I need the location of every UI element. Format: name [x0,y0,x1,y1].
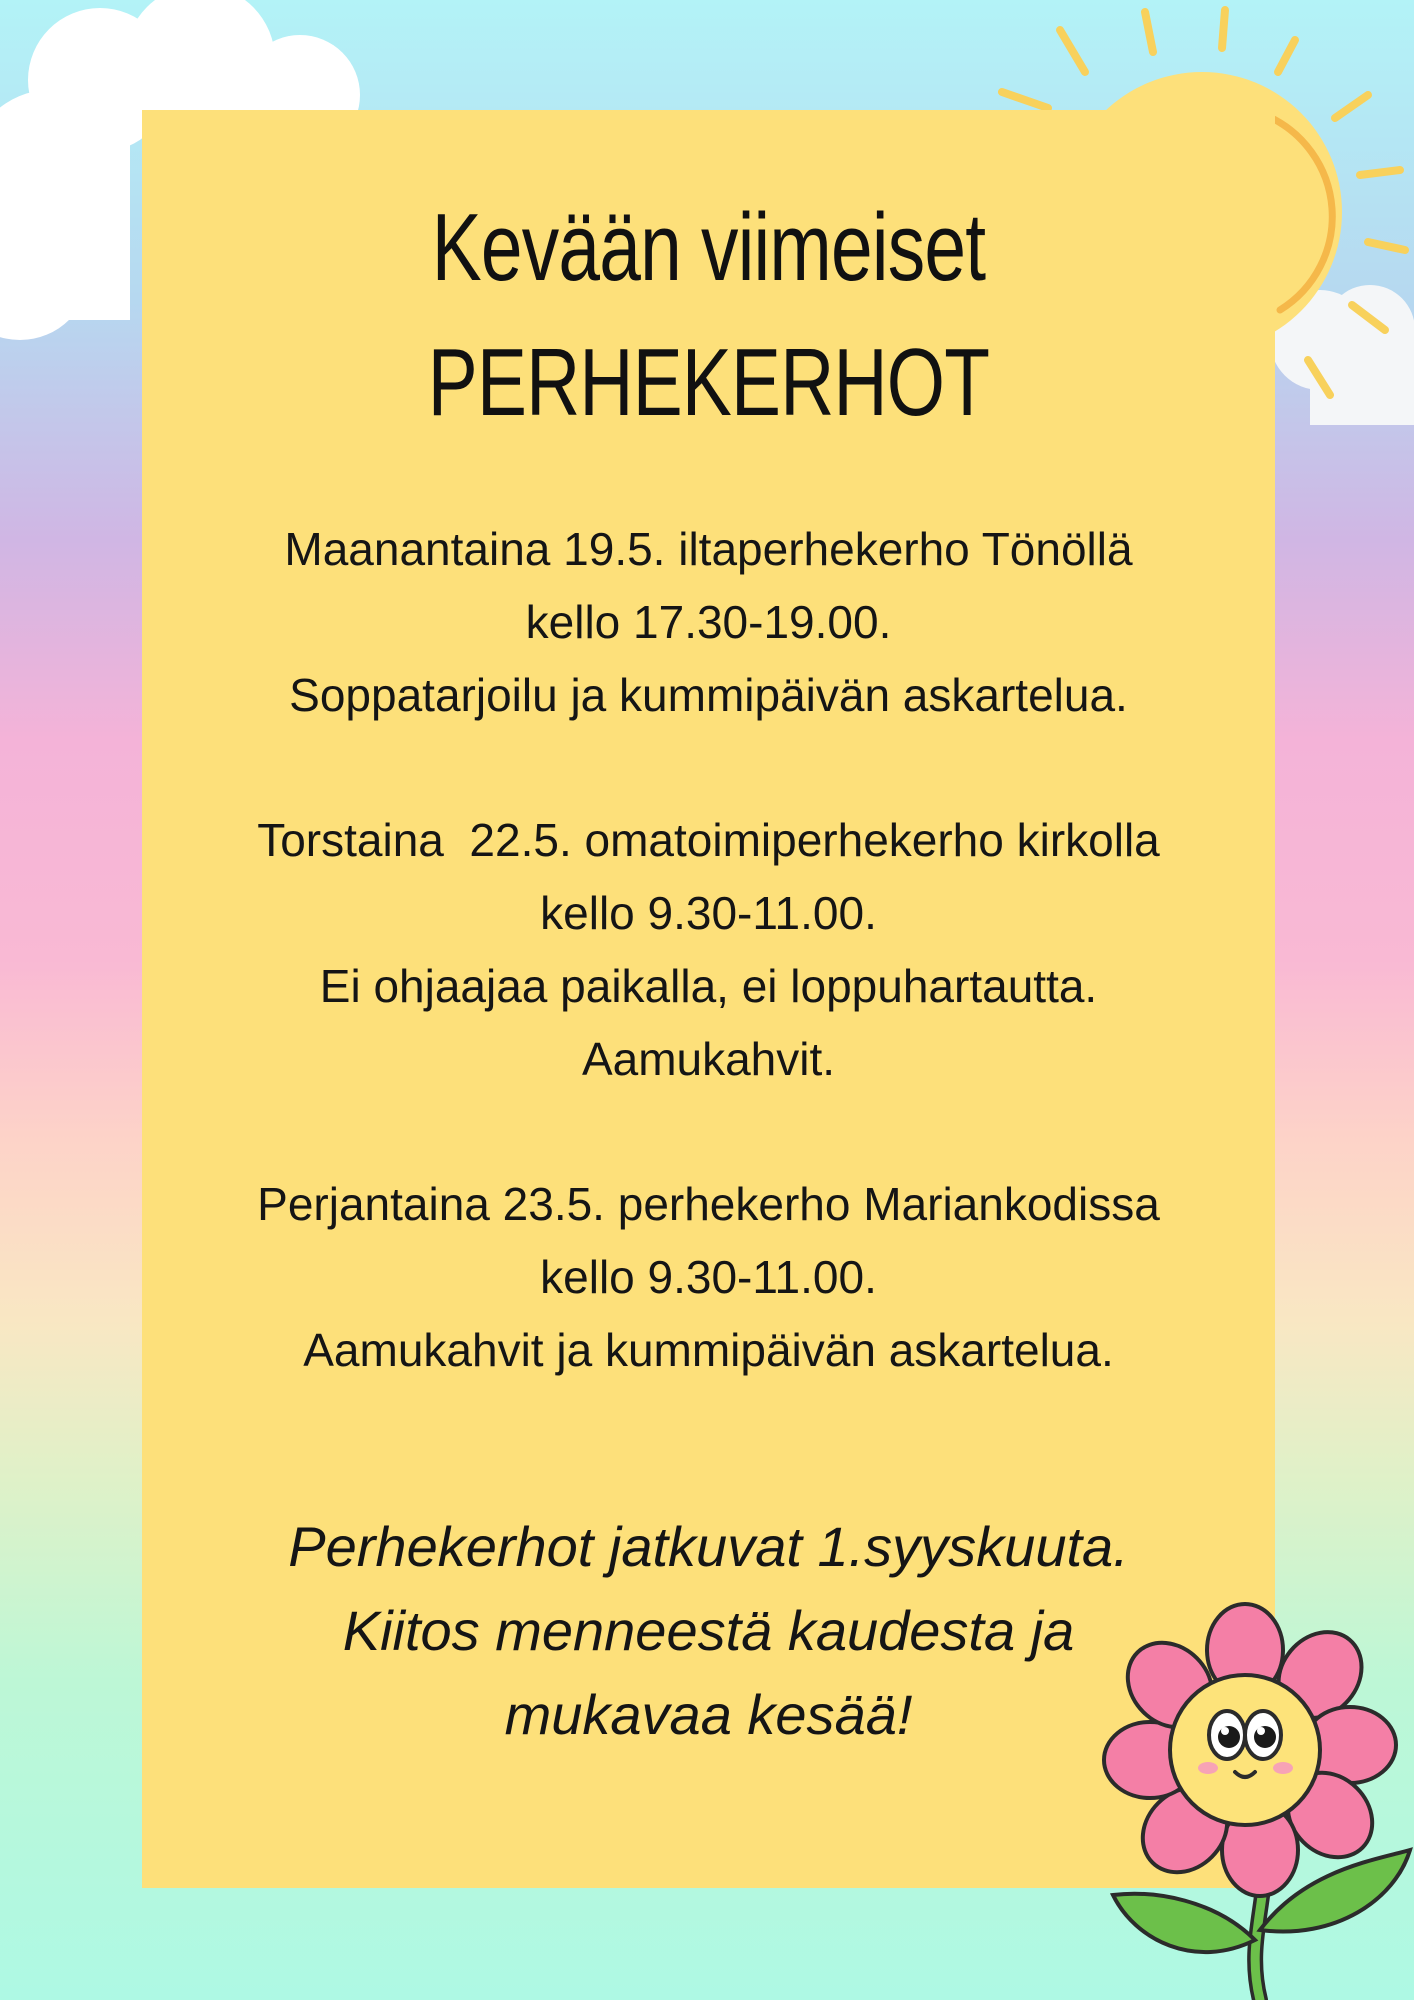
poster-title-line-2: PERHEKERHOT [427,329,990,436]
closing-line: Kiitos menneestä kaudesta ja [342,1599,1075,1662]
event-line: kello 9.30-11.00. [540,887,877,939]
flower-icon [1095,1600,1414,2000]
event-line: Aamukahvit. [581,1033,836,1085]
event-line: Maanantaina 19.5. iltaperhekerho Tönöllä [284,523,1133,575]
event-friday [142,1168,1275,1387]
event-line: Torstaina 22.5. omatoimiperhekerho kirkolla [257,814,1160,866]
poster-title-line-1: Kevään viimeiset [431,194,986,301]
closing-line: Perhekerhot jatkuvat 1.syyskuuta. [288,1515,1129,1578]
event-line: Soppatarjoilu ja kummipäivän askartelua. [289,669,1128,721]
event-monday [142,513,1275,732]
event-line: Perjantaina 23.5. perhekerho Mariankodissa [257,1178,1160,1230]
event-line: kello 17.30-19.00. [525,596,892,648]
event-line: Aamukahvit ja kummipäivän askartelua. [303,1324,1114,1376]
event-line: Ei ohjaajaa paikalla, ei loppuhartautta. [319,960,1098,1012]
event-line: kello 9.30-11.00. [540,1251,877,1303]
event-thursday [142,804,1275,1096]
closing-line: mukavaa kesää! [504,1683,913,1746]
